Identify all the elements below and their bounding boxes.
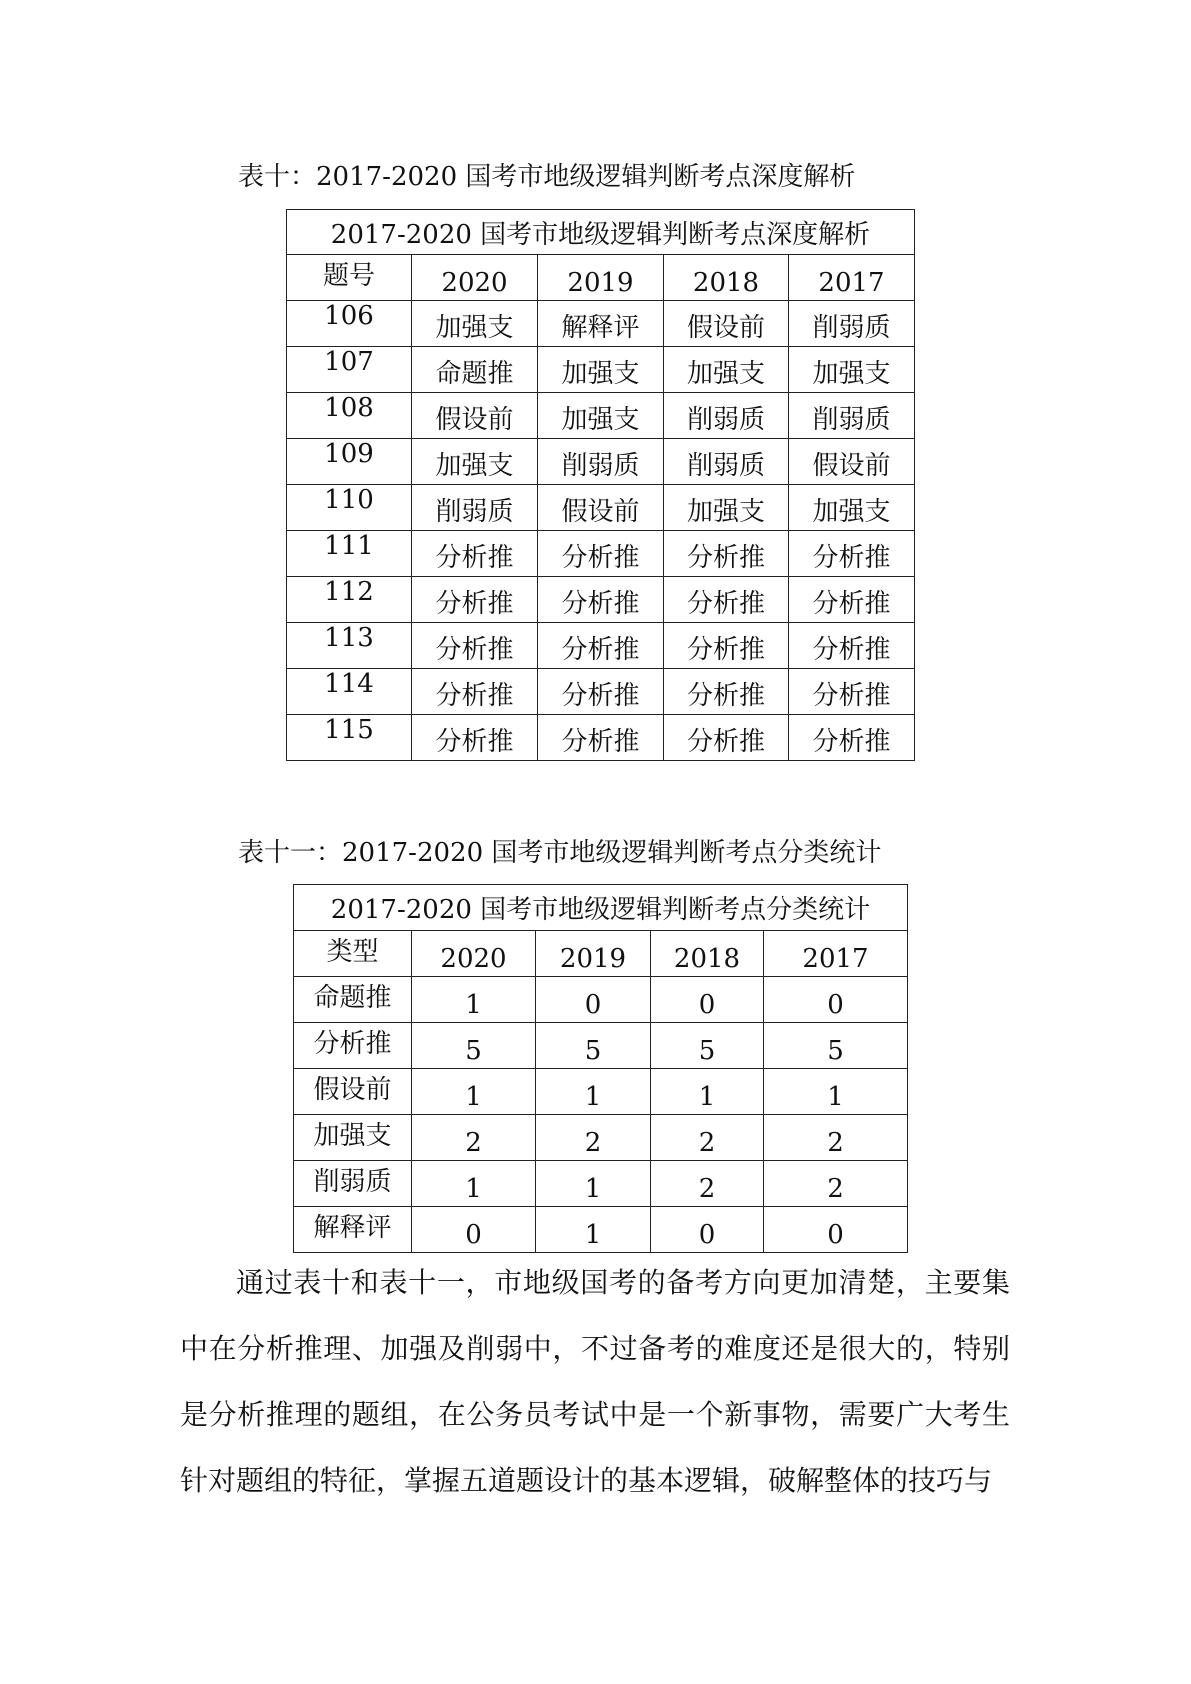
table10-row-label: 106 <box>287 301 412 347</box>
table10-row-label: 112 <box>287 577 412 623</box>
table10-cell: 命题推 <box>412 347 538 393</box>
table11-row <box>294 1115 908 1161</box>
table10-cell: 加强支 <box>789 485 915 531</box>
table10-cell: 分析推 <box>664 577 789 623</box>
table10-cell: 分析推 <box>412 577 538 623</box>
table10-cell: 分析推 <box>538 623 664 669</box>
table10-row <box>287 393 915 439</box>
table10-header-cell: 题号 <box>287 255 412 301</box>
table10-row-label: 109 <box>287 439 412 485</box>
table10-cell: 分析推 <box>538 669 664 715</box>
table11-cell: 5 <box>412 1023 536 1069</box>
table11-cell: 2 <box>764 1161 908 1207</box>
table10-row <box>287 715 915 761</box>
table10-row-label: 110 <box>287 485 412 531</box>
table11-cell: 2 <box>651 1161 764 1207</box>
table10-cell: 分析推 <box>664 531 789 577</box>
table10-cell: 削弱质 <box>789 393 915 439</box>
table10-cell: 分析推 <box>664 715 789 761</box>
table10-body <box>287 210 915 761</box>
table11-row <box>294 1023 908 1069</box>
table10-row <box>287 439 915 485</box>
table10-cell: 分析推 <box>789 577 915 623</box>
table10-cell: 加强支 <box>664 347 789 393</box>
table11-cell: 2 <box>412 1115 536 1161</box>
table10-cell: 解释评 <box>538 301 664 347</box>
table10-row-label: 115 <box>287 715 412 761</box>
table10-cell: 分析推 <box>664 623 789 669</box>
table10-cell: 分析推 <box>789 715 915 761</box>
table11-row-label: 命题推 <box>294 977 412 1023</box>
table10-row-label: 111 <box>287 531 412 577</box>
table11-row <box>294 1207 908 1253</box>
table11-header-cell: 2018 <box>651 931 764 977</box>
table11-cell: 2 <box>536 1115 651 1161</box>
table10-header-cell: 2020 <box>412 255 538 301</box>
table10-cell: 加强支 <box>538 393 664 439</box>
table11-header-row <box>294 931 908 977</box>
table10-cell: 分析推 <box>538 715 664 761</box>
table10 <box>286 209 915 761</box>
table10-row <box>287 577 915 623</box>
table11-header-cell: 2019 <box>536 931 651 977</box>
table11-row-label: 加强支 <box>294 1115 412 1161</box>
table11-cell: 1 <box>412 1069 536 1115</box>
table10-cell: 假设前 <box>789 439 915 485</box>
table11-cell: 1 <box>412 1161 536 1207</box>
table10-title: 2017-2020 国考市地级逻辑判断考点深度解析 <box>287 210 915 255</box>
table10-cell: 分析推 <box>789 669 915 715</box>
table11 <box>293 884 908 1253</box>
table10-cell: 分析推 <box>538 531 664 577</box>
table11-title: 2017-2020 国考市地级逻辑判断考点分类统计 <box>294 885 908 931</box>
table11-row <box>294 1069 908 1115</box>
table10-row-label: 114 <box>287 669 412 715</box>
table11-cell: 1 <box>651 1069 764 1115</box>
table11-header-cell: 2020 <box>412 931 536 977</box>
table11-row-label: 解释评 <box>294 1207 412 1253</box>
table10-title-row <box>287 210 915 255</box>
table10-cell: 分析推 <box>538 577 664 623</box>
table10-cell: 分析推 <box>664 669 789 715</box>
table11-row <box>294 1161 908 1207</box>
table10-cell: 削弱质 <box>664 439 789 485</box>
table10-header-cell: 2018 <box>664 255 789 301</box>
table10-cell: 加强支 <box>412 301 538 347</box>
table11-row-label: 分析推 <box>294 1023 412 1069</box>
table10-cell: 削弱质 <box>664 393 789 439</box>
table10-cell: 分析推 <box>412 669 538 715</box>
table10-cell: 假设前 <box>664 301 789 347</box>
table10-caption: 表十：2017-2020 国考市地级逻辑判断考点深度解析 <box>238 162 856 192</box>
table11-cell: 0 <box>764 977 908 1023</box>
body-paragraph: 通过表十和表十一，市地级国考的备考方向更加清楚，主要集中在分析推理、加强及削弱中，不过备考的难度还是很大的，特别是分析推理的题组，在公务员考试中是一个新事物，需要广大考生针对题组的特征，掌握五道题设计的基本逻辑，破解整体的技巧与 <box>180 1266 1010 1497</box>
table10-cell: 加强支 <box>664 485 789 531</box>
table10-cell: 削弱质 <box>538 439 664 485</box>
table11-cell: 1 <box>536 1207 651 1253</box>
table11-cell: 1 <box>412 977 536 1023</box>
table10-cell: 加强支 <box>789 347 915 393</box>
table11-cell: 1 <box>536 1161 651 1207</box>
table11-cell: 0 <box>651 977 764 1023</box>
table11-row <box>294 977 908 1023</box>
table10-header-cell: 2017 <box>789 255 915 301</box>
table11-header-cell: 2017 <box>764 931 908 977</box>
table11-header-cell: 类型 <box>294 931 412 977</box>
table10-header-cell: 2019 <box>538 255 664 301</box>
table11-cell: 5 <box>764 1023 908 1069</box>
table11-cell: 0 <box>764 1207 908 1253</box>
table10-row <box>287 301 915 347</box>
table10-row-label: 113 <box>287 623 412 669</box>
table10-cell: 假设前 <box>538 485 664 531</box>
table11-cell: 2 <box>651 1115 764 1161</box>
table11-cell: 0 <box>536 977 651 1023</box>
table10-header-row <box>287 255 915 301</box>
table11-row-label: 削弱质 <box>294 1161 412 1207</box>
table10-row <box>287 623 915 669</box>
table10-cell: 假设前 <box>412 393 538 439</box>
table11-cell: 5 <box>536 1023 651 1069</box>
table11-cell: 5 <box>651 1023 764 1069</box>
table10-row-label: 107 <box>287 347 412 393</box>
table10-cell: 分析推 <box>412 623 538 669</box>
table10-cell: 削弱质 <box>412 485 538 531</box>
table10-cell: 加强支 <box>538 347 664 393</box>
table10-row <box>287 531 915 577</box>
table10-cell: 分析推 <box>789 531 915 577</box>
table10-row <box>287 347 915 393</box>
table11-cell: 2 <box>764 1115 908 1161</box>
table11-body <box>294 885 908 1253</box>
table10-cell: 削弱质 <box>789 301 915 347</box>
table11-cell: 0 <box>651 1207 764 1253</box>
table11-caption: 表十一：2017-2020 国考市地级逻辑判断考点分类统计 <box>238 838 882 868</box>
table11-title-row <box>294 885 908 931</box>
table10-row <box>287 669 915 715</box>
table10-cell: 分析推 <box>412 715 538 761</box>
table10-cell: 分析推 <box>789 623 915 669</box>
table11-row-label: 假设前 <box>294 1069 412 1115</box>
table11-cell: 1 <box>764 1069 908 1115</box>
table10-cell: 加强支 <box>412 439 538 485</box>
table10-row-label: 108 <box>287 393 412 439</box>
table11-cell: 0 <box>412 1207 536 1253</box>
table10-cell: 分析推 <box>412 531 538 577</box>
table10-row <box>287 485 915 531</box>
table11-cell: 1 <box>536 1069 651 1115</box>
